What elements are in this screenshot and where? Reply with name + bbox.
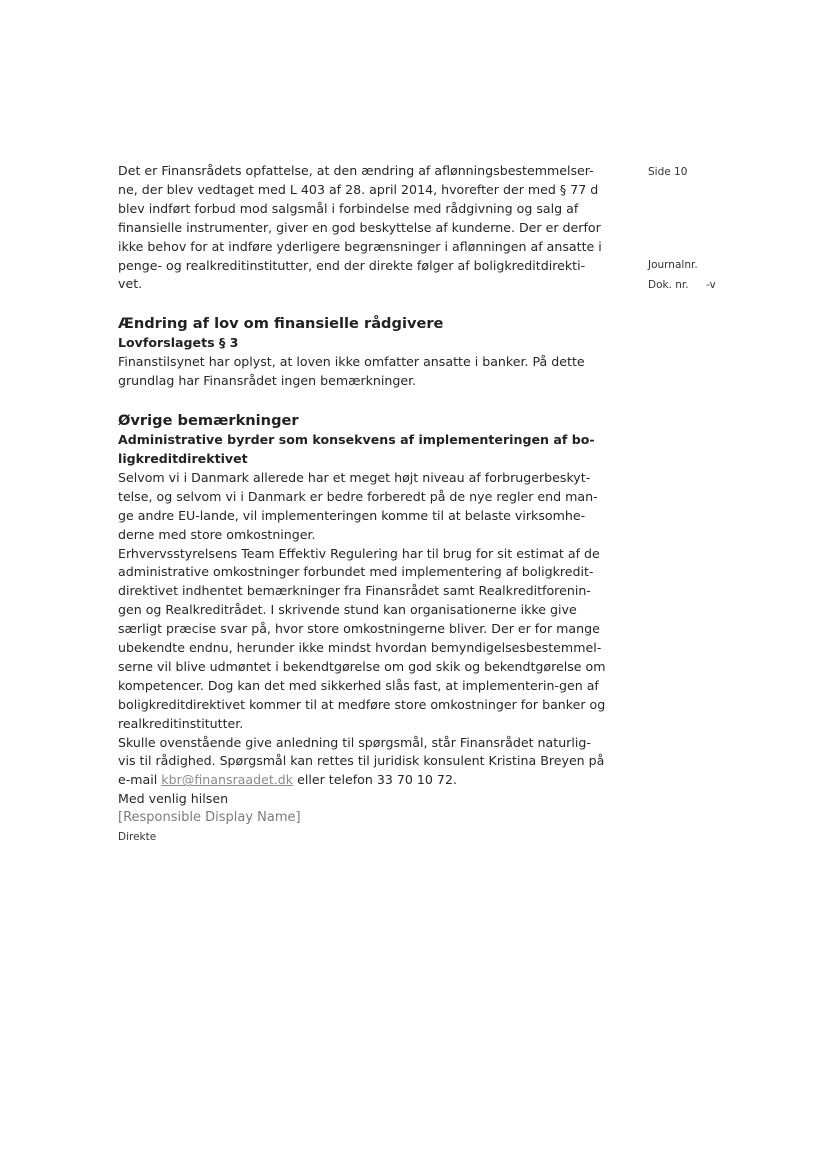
heading-other-remarks: Øvrige bemærkninger bbox=[118, 412, 299, 430]
contact-text-after: eller telefon 33 70 10 72. bbox=[293, 772, 457, 788]
document-number-suffix: -v bbox=[706, 279, 716, 291]
subheading-section-3: Lovforslagets § 3 bbox=[118, 335, 239, 351]
email-link[interactable]: kbr@finansraadet.dk bbox=[161, 772, 294, 788]
contact-text-before: Skulle ovenstående give anledning til spørgsmål, står Finansrådet naturlig-vis til rådighed. Spørgsmål kan rettes til juridisk konsulent Kristina Breyen på e-mail bbox=[118, 734, 605, 788]
letter-body bbox=[118, 162, 608, 847]
burdens-paragraph-1: Selvom vi i Danmark allerede har et meget højt niveau af forbrugerbeskyt-telse, og selvom vi i Danmark er bedre forberedt på de nye regler end man-ge andre EU-lande, vil implementeringen komme til at belaste virksomhe-derne med store omkostninger. bbox=[118, 469, 598, 542]
intro-paragraph: Det er Finansrådets opfattelse, at den ændring af aflønningsbestemmelser-ne, der blev vedtaget med L 403 af 28. april 2014, hvorefter der med § 77 d blev indført forbud mod salgsmål i forbindelse med rådgivning og salg af finansielle instrumenter, giver en god beskyttelse af kunderne. Der er derfor ikke behov for at indføre yderligere begrænsninger i aflønningen af ansatte i penge- og realkreditinstitutter, end der direkte følger af boligkreditdirekti-vet. bbox=[118, 163, 602, 292]
contact-paragraph bbox=[118, 734, 608, 791]
subheading-administrative-burdens: Administrative byrder som konsekvens af implementeringen af bo-ligkreditdirektivet bbox=[118, 432, 595, 466]
page-number: Side 10 bbox=[648, 166, 688, 178]
direct-phone-label: Direkte bbox=[118, 831, 157, 844]
advisers-paragraph: Finanstilsynet har oplyst, at loven ikke omfatter ansatte i banker. På dette grundlag har Finansrådet ingen bemærkninger. bbox=[118, 354, 585, 389]
document-number-label: Dok. nr. bbox=[648, 279, 689, 291]
document-number bbox=[648, 278, 728, 292]
heading-financial-advisers: Ændring af lov om finansielle rådgivere bbox=[118, 315, 444, 333]
burdens-paragraph-2: Erhvervsstyrelsens Team Effektiv Regulering har til brug for sit estimat af de administrative omkostninger forbundet med implementering af boligkredit-direktivet indhentet bemærkninger fra Finansrådet samt Realkreditforenin-gen og Realkreditrådet. I skrivende stund kan organisationerne ikke give særligt præcise svar på, hvor store omkostningerne bliver. Der er for mange ubekendte endnu, herunder ikke mindst hvordan bemyndigelsesbestemmel-serne vil blive udmøntet i bekendtgørelse om god skik og bekendtgørelse om kompetencer. Dog kan det med sikkerhed slås fast, at implementerin-gen af boligkreditdirektivet kommer til at medføre store omkostninger for banker og realkreditinstitutter. bbox=[118, 545, 606, 731]
journal-number-label: Journalnr. bbox=[648, 259, 698, 271]
responsible-name-placeholder: [Responsible Display Name] bbox=[118, 810, 301, 826]
closing-greeting: Med venlig hilsen bbox=[118, 791, 229, 807]
